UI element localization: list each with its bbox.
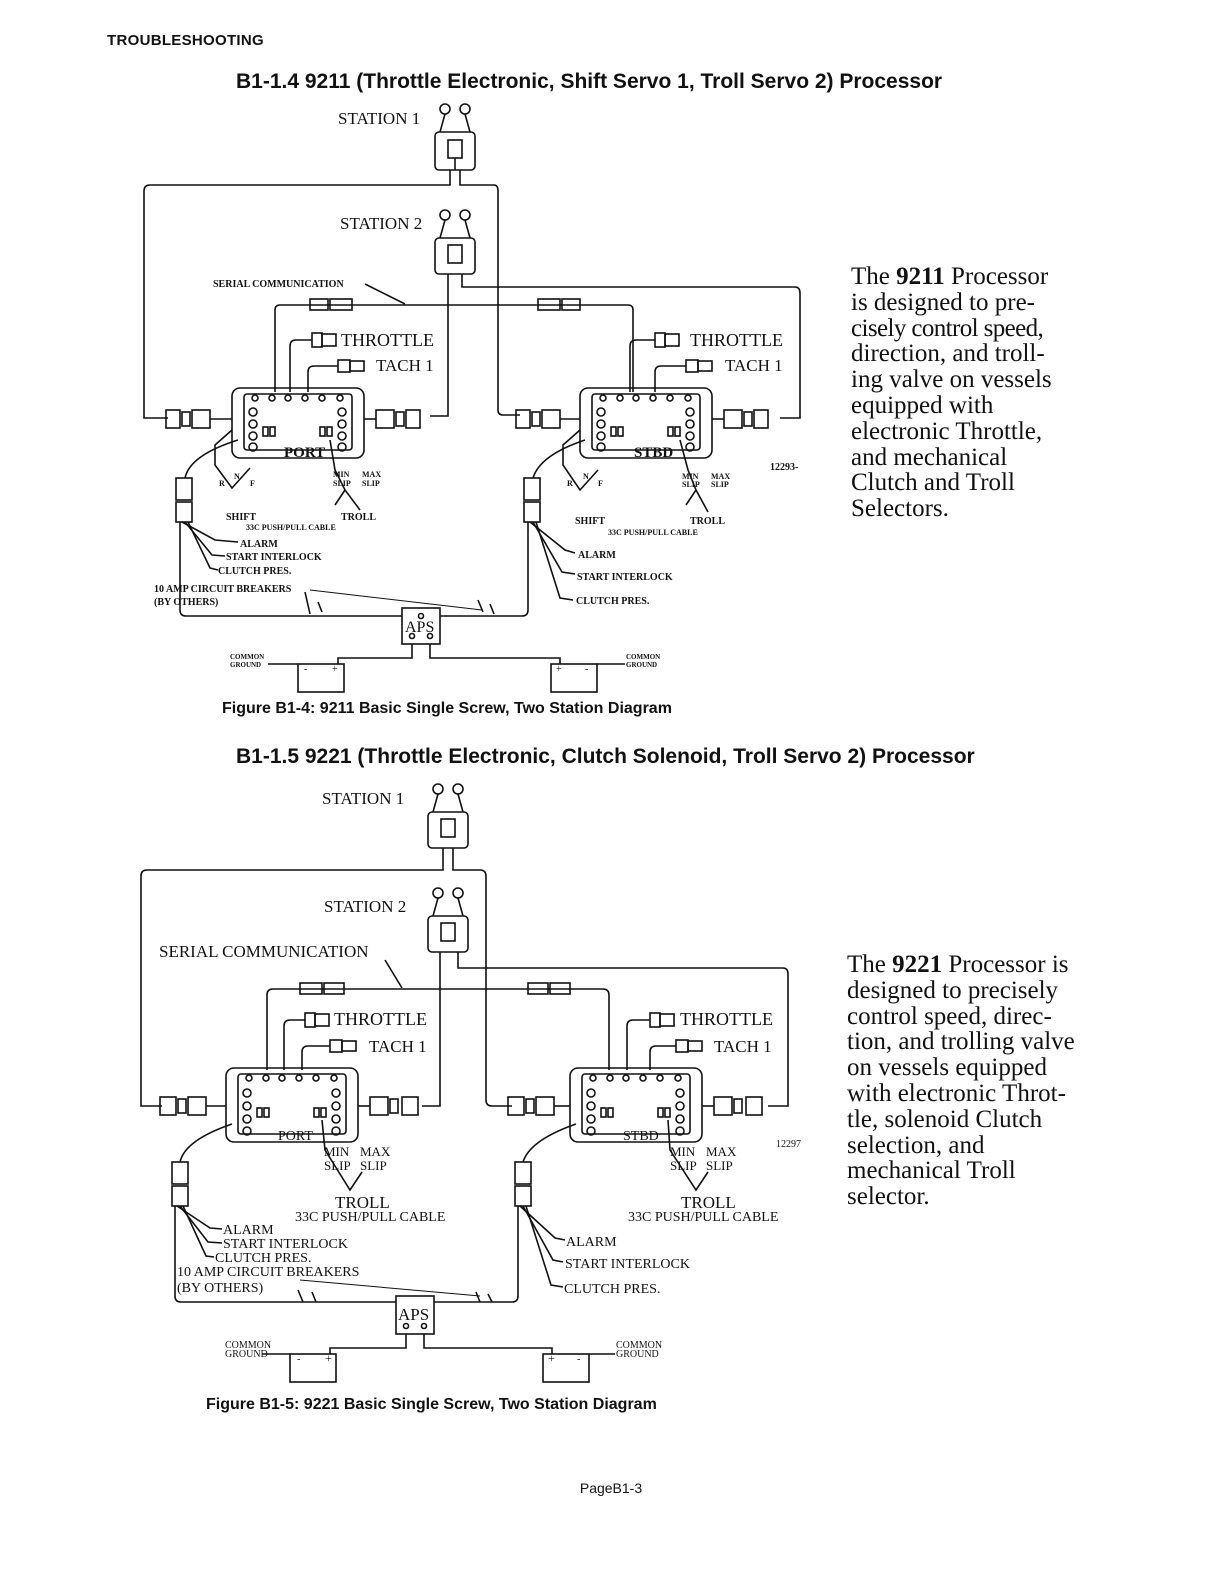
- description-9221: The 9221 Processor is designed to precisely control speed, direc- tion, and trolling valve on vessels equipped with electronic Throt- tle, solenoid Clutch selection, and mechanical Troll selector.: [847, 951, 1075, 1211]
- label-minus-stbd-b: -: [577, 1354, 581, 1365]
- label-slip-b-2: SLIP: [360, 1158, 387, 1173]
- label-min-stbd-b: MIN: [670, 1144, 696, 1159]
- label-slip-stbd: SLIP: [682, 480, 700, 489]
- label-tach-port-b: TACH 1: [369, 1037, 427, 1056]
- label-start-interlock-stbd: START INTERLOCK: [577, 572, 673, 583]
- model-number-9211: 9211: [896, 263, 945, 290]
- label-min: MIN: [333, 470, 350, 479]
- label-tach-stbd: TACH 1: [725, 356, 783, 375]
- label-station-1: STATION 1: [338, 109, 421, 128]
- label-common-b: COMMON: [225, 1340, 272, 1351]
- label-reverse-stbd: R: [567, 479, 573, 488]
- label-troll: TROLL: [341, 512, 377, 523]
- label-common-stbd: COMMON: [626, 653, 661, 661]
- label-slip-stbd-2: SLIP: [711, 480, 729, 489]
- label-port: PORT: [284, 445, 326, 461]
- label-tach-port: TACH 1: [376, 356, 434, 375]
- label-start-interlock-stbd-b: START INTERLOCK: [565, 1257, 690, 1272]
- label-clutch-pres: CLUTCH PRES.: [218, 566, 292, 577]
- label-station-1-b: STATION 1: [322, 789, 405, 808]
- label-clutch-pres-stbd-b: CLUTCH PRES.: [564, 1282, 661, 1297]
- label-minus: -: [304, 664, 308, 675]
- description-9211: The 9211 Processor is designed to pre- cisely control speed, direction, and troll- ing valve on vessels equipped with electronic Throttle, and mechanical Clutch and Troll Selectors.: [851, 263, 1052, 523]
- label-throttle-port-b: THROTTLE: [334, 1009, 427, 1029]
- section-title-9221: B1-1.5 9221 (Throttle Electronic, Clutch Solenoid, Troll Servo 2) Processor: [236, 745, 975, 768]
- label-cable: 33C PUSH/PULL CABLE: [246, 523, 336, 532]
- label-max-stbd: MAX: [711, 472, 731, 481]
- label-station-2-b: STATION 2: [324, 897, 407, 916]
- label-station-2: STATION 2: [340, 214, 423, 233]
- label-part-number: 12293-: [770, 462, 799, 473]
- label-min-stbd: MIN: [682, 472, 699, 481]
- label-forward: F: [250, 479, 255, 488]
- label-ground-stbd-b: GROUND: [616, 1349, 659, 1360]
- label-throttle-stbd-b: THROTTLE: [680, 1009, 773, 1029]
- label-minus-b: -: [297, 1354, 301, 1365]
- label-start-interlock-b: START INTERLOCK: [223, 1237, 348, 1252]
- label-plus: +: [332, 664, 338, 675]
- label-serial-communication: SERIAL COMMUNICATION: [213, 279, 344, 290]
- label-slip-2: SLIP: [362, 479, 380, 488]
- label-throttle-port: THROTTLE: [341, 330, 434, 350]
- label-shift-stbd: SHIFT: [575, 516, 606, 527]
- section-title-9211: B1-1.4 9211 (Throttle Electronic, Shift Servo 1, Troll Servo 2) Processor: [236, 70, 943, 93]
- label-plus-b: +: [325, 1351, 332, 1365]
- label-part-number-b: 12297: [776, 1139, 801, 1150]
- label-tach-stbd-b: TACH 1: [714, 1037, 772, 1056]
- label-troll-stbd-b: TROLL: [681, 1193, 736, 1212]
- label-minus-stbd: -: [585, 664, 589, 675]
- label-common-stbd-b: COMMON: [616, 1340, 663, 1351]
- label-max: MAX: [362, 470, 382, 479]
- model-number-9221: 9221: [892, 951, 943, 978]
- label-troll-b: TROLL: [335, 1193, 390, 1212]
- label-max-stbd-b: MAX: [706, 1144, 737, 1159]
- label-alarm: ALARM: [240, 539, 278, 550]
- label-slip-b: SLIP: [324, 1158, 351, 1173]
- label-stbd: STBD: [634, 445, 674, 461]
- label-breakers-b: 10 AMP CIRCUIT BREAKERS: [177, 1265, 360, 1280]
- station-1-control-head-2: [428, 784, 468, 848]
- label-forward-stbd: F: [598, 479, 603, 488]
- label-max-b: MAX: [360, 1144, 391, 1159]
- label-ground: GROUND: [230, 661, 262, 669]
- station-2-control-head-2: [428, 888, 468, 952]
- label-breakers: 10 AMP CIRCUIT BREAKERS: [154, 584, 292, 595]
- label-shift: SHIFT: [226, 512, 257, 523]
- label-cable-b: 33C PUSH/PULL CABLE: [295, 1210, 446, 1225]
- label-slip-stbd-b: SLIP: [670, 1158, 697, 1173]
- label-min-b: MIN: [324, 1144, 350, 1159]
- page-footer: PageB1-3: [579, 1480, 643, 1496]
- label-alarm-b: ALARM: [223, 1223, 274, 1238]
- label-by-others: (BY OTHERS): [154, 597, 219, 608]
- label-troll-stbd: TROLL: [690, 516, 726, 527]
- label-aps-b: APS: [398, 1305, 430, 1324]
- figure-caption-b1-5: Figure B1-5: 9221 Basic Single Screw, Two Station Diagram: [206, 1396, 657, 1413]
- label-ground-b: GROUND: [225, 1349, 268, 1360]
- label-plus-stbd-b: +: [548, 1351, 555, 1365]
- label-cable-stbd: 33C PUSH/PULL CABLE: [608, 528, 698, 537]
- label-start-interlock: START INTERLOCK: [226, 552, 322, 563]
- label-serial-communication-b: SERIAL COMMUNICATION: [159, 942, 369, 961]
- label-aps: APS: [405, 619, 435, 636]
- label-clutch-pres-stbd: CLUTCH PRES.: [576, 596, 650, 607]
- label-alarm-stbd-b: ALARM: [566, 1235, 617, 1250]
- label-throttle-stbd: THROTTLE: [690, 330, 783, 350]
- label-plus-stbd: +: [556, 664, 562, 675]
- label-alarm-stbd: ALARM: [578, 550, 616, 561]
- page-header: TROUBLESHOOTING: [107, 32, 264, 49]
- label-clutch-pres-b: CLUTCH PRES.: [215, 1251, 312, 1266]
- label-slip: SLIP: [333, 479, 351, 488]
- label-port-b: PORT: [278, 1129, 313, 1144]
- label-cable-stbd-b: 33C PUSH/PULL CABLE: [628, 1210, 779, 1225]
- label-neutral-stbd: N: [583, 472, 589, 481]
- label-common: COMMON: [230, 653, 265, 661]
- label-neutral: N: [234, 472, 240, 481]
- label-slip-stbd-b-2: SLIP: [706, 1158, 733, 1173]
- label-ground-stbd: GROUND: [626, 661, 658, 669]
- figure-caption-b1-4: Figure B1-4: 9211 Basic Single Screw, Two Station Diagram: [222, 700, 672, 717]
- label-stbd-b: STBD: [623, 1129, 659, 1144]
- label-by-others-b: (BY OTHERS): [177, 1281, 264, 1296]
- label-reverse: R: [219, 479, 225, 488]
